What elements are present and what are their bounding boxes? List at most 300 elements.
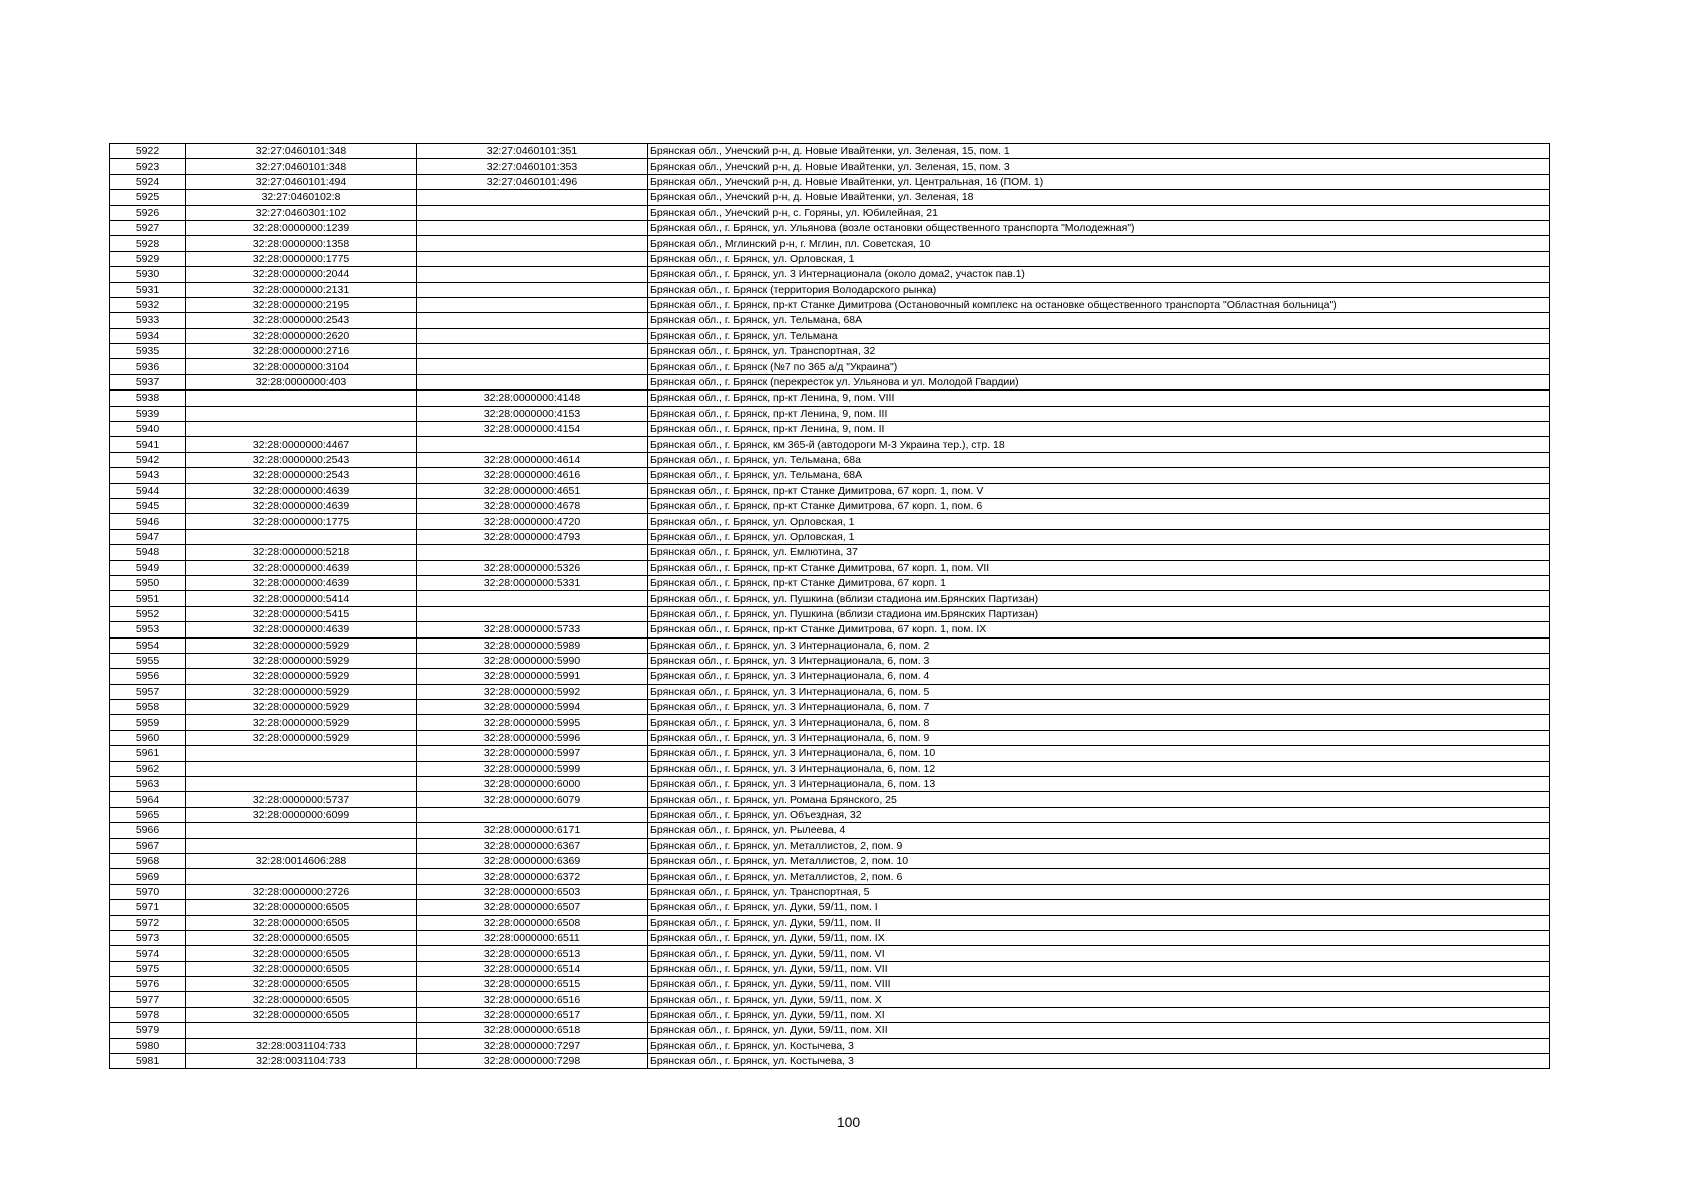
- parcel-cadastral-number-cell: 32:28:0000000:4467: [186, 437, 417, 452]
- row-number-cell: 5960: [110, 730, 186, 745]
- address-cell: Брянская обл., г. Брянск, ул. 3 Интернационала, 6, пом. 7: [648, 700, 1550, 715]
- row-number-cell: 5948: [110, 545, 186, 560]
- address-cell: Брянская обл., Унечский р-н, д. Новые Ивайтенки, ул. Зеленая, 15, пом. 3: [648, 159, 1550, 174]
- table-row: [110, 622, 1550, 638]
- row-number-cell: 5975: [110, 961, 186, 976]
- address-cell: Брянская обл., Унечский р-н, д. Новые Ивайтенки, ул. Зеленая, 18: [648, 190, 1550, 205]
- table-row: [110, 575, 1550, 590]
- row-number-cell: 5955: [110, 653, 186, 668]
- row-number-cell: 5978: [110, 1007, 186, 1022]
- table-row: [110, 1007, 1550, 1022]
- row-number-cell: 5934: [110, 328, 186, 343]
- row-number-cell: 5967: [110, 838, 186, 853]
- table-row: [110, 653, 1550, 668]
- address-cell: Брянская обл., г. Брянск, ул. Тельмана, 68А: [648, 468, 1550, 483]
- object-cadastral-number-cell: 32:28:0000000:6372: [417, 869, 648, 884]
- parcel-cadastral-number-cell: 32:28:0000000:2543: [186, 452, 417, 467]
- table-row: [110, 746, 1550, 761]
- table-row: [110, 823, 1550, 838]
- parcel-cadastral-number-cell: [186, 761, 417, 776]
- object-cadastral-number-cell: 32:28:0000000:6515: [417, 977, 648, 992]
- object-cadastral-number-cell: 32:27:0460101:351: [417, 144, 648, 159]
- object-cadastral-number-cell: [417, 374, 648, 390]
- address-cell: Брянская обл., г. Брянск, ул. Металлистов, 2, пом. 10: [648, 853, 1550, 868]
- parcel-cadastral-number-cell: 32:28:0000000:2726: [186, 884, 417, 899]
- address-cell: Брянская обл., г. Брянск (перекресток ул. Ульянова и ул. Молодой Гвардии): [648, 374, 1550, 390]
- object-cadastral-number-cell: 32:28:0000000:6511: [417, 930, 648, 945]
- object-cadastral-number-cell: 32:28:0000000:4154: [417, 422, 648, 437]
- address-cell: Брянская обл., г. Брянск, ул. Транспортная, 5: [648, 884, 1550, 899]
- object-cadastral-number-cell: 32:28:0000000:4148: [417, 390, 648, 406]
- row-number-cell: 5944: [110, 483, 186, 498]
- table-row: [110, 468, 1550, 483]
- object-cadastral-number-cell: 32:28:0000000:4153: [417, 406, 648, 421]
- parcel-cadastral-number-cell: 32:28:0000000:5929: [186, 730, 417, 745]
- parcel-cadastral-number-cell: 32:28:0014606:288: [186, 853, 417, 868]
- row-number-cell: 5940: [110, 422, 186, 437]
- table-row: [110, 144, 1550, 159]
- row-number-cell: 5931: [110, 282, 186, 297]
- address-cell: Брянская обл., г. Брянск, ул. Тельмана, 68А: [648, 313, 1550, 328]
- row-number-cell: 5930: [110, 267, 186, 282]
- row-number-cell: 5977: [110, 992, 186, 1007]
- row-number-cell: 5954: [110, 638, 186, 654]
- object-cadastral-number-cell: [417, 251, 648, 266]
- address-cell: Брянская обл., г. Брянск, ул. Романа Брянского, 25: [648, 792, 1550, 807]
- address-cell: Брянская обл., г. Брянск, пр-кт Ленина, 9, пом. III: [648, 406, 1550, 421]
- parcel-cadastral-number-cell: 32:28:0000000:5929: [186, 638, 417, 654]
- row-number-cell: 5925: [110, 190, 186, 205]
- table-row: [110, 606, 1550, 621]
- object-cadastral-number-cell: [417, 344, 648, 359]
- address-cell: Брянская обл., г. Брянск, ул. Пушкина (вблизи стадиона им.Брянских Партизан): [648, 591, 1550, 606]
- table-row: [110, 977, 1550, 992]
- address-cell: Брянская обл., г. Брянск, км 365-й (автодороги М-3 Украина тер.), стр. 18: [648, 437, 1550, 452]
- parcel-cadastral-number-cell: 32:28:0000000:5929: [186, 684, 417, 699]
- address-cell: Брянская обл., г. Брянск, ул. Объездная, 32: [648, 807, 1550, 822]
- table-row: [110, 514, 1550, 529]
- address-cell: Брянская обл., Унечский р-н, д. Новые Ивайтенки, ул. Центральная, 16 (ПОМ. 1): [648, 174, 1550, 189]
- parcel-cadastral-number-cell: [186, 777, 417, 792]
- object-cadastral-number-cell: [417, 236, 648, 251]
- row-number-cell: 5951: [110, 591, 186, 606]
- row-number-cell: 5956: [110, 669, 186, 684]
- table-row: [110, 452, 1550, 467]
- row-number-cell: 5952: [110, 606, 186, 621]
- object-cadastral-number-cell: 32:28:0000000:5995: [417, 715, 648, 730]
- row-number-cell: 5939: [110, 406, 186, 421]
- address-cell: Брянская обл., г. Брянск, пр-кт Станке Димитрова, 67 корп. 1: [648, 575, 1550, 590]
- parcel-cadastral-number-cell: 32:28:0031104:733: [186, 1054, 417, 1069]
- parcel-cadastral-number-cell: [186, 838, 417, 853]
- table-row: [110, 344, 1550, 359]
- table-row: [110, 930, 1550, 945]
- table-row: [110, 730, 1550, 745]
- table-row: [110, 498, 1550, 513]
- object-cadastral-number-cell: [417, 807, 648, 822]
- address-cell: Брянская обл., г. Брянск, ул. Орловская, 1: [648, 529, 1550, 544]
- address-cell: Брянская обл., г. Брянск, ул. Орловская, 1: [648, 251, 1550, 266]
- address-cell: Брянская обл., г. Брянск, ул. 3 Интернационала, 6, пом. 12: [648, 761, 1550, 776]
- row-number-cell: 5964: [110, 792, 186, 807]
- table-row: [110, 1023, 1550, 1038]
- address-cell: Брянская обл., г. Брянск, ул. 3 Интернационала (около дома2, участок пав.1): [648, 267, 1550, 282]
- parcel-cadastral-number-cell: 32:28:0000000:4639: [186, 560, 417, 575]
- address-cell: Брянская обл., г. Брянск, ул. 3 Интернационала, 6, пом. 5: [648, 684, 1550, 699]
- table-row: [110, 328, 1550, 343]
- object-cadastral-number-cell: 32:28:0000000:6508: [417, 915, 648, 930]
- address-cell: Брянская обл., г. Брянск, ул. Ульянова (возле остановки общественного транспорта "Молодежная"): [648, 220, 1550, 235]
- address-cell: Брянская обл., г. Брянск, ул. Транспортная, 32: [648, 344, 1550, 359]
- parcel-cadastral-number-cell: [186, 406, 417, 421]
- object-cadastral-number-cell: 32:28:0000000:6517: [417, 1007, 648, 1022]
- parcel-cadastral-number-cell: 32:28:0000000:4639: [186, 622, 417, 638]
- row-number-cell: 5963: [110, 777, 186, 792]
- parcel-cadastral-number-cell: 32:28:0000000:6505: [186, 961, 417, 976]
- table-row: [110, 777, 1550, 792]
- address-cell: Брянская обл., г. Брянск, ул. 3 Интернационала, 6, пом. 2: [648, 638, 1550, 654]
- object-cadastral-number-cell: 32:28:0000000:5992: [417, 684, 648, 699]
- address-cell: Брянская обл., г. Брянск, ул. Дуки, 59/11, пом. VIII: [648, 977, 1550, 992]
- row-number-cell: 5937: [110, 374, 186, 390]
- table-row: [110, 220, 1550, 235]
- address-cell: Брянская обл., г. Брянск, ул. Дуки, 59/11, пом. VI: [648, 946, 1550, 961]
- parcel-cadastral-number-cell: 32:28:0000000:3104: [186, 359, 417, 374]
- object-cadastral-number-cell: 32:28:0000000:6171: [417, 823, 648, 838]
- parcel-cadastral-number-cell: 32:28:0000000:2620: [186, 328, 417, 343]
- object-cadastral-number-cell: [417, 606, 648, 621]
- table-row: [110, 359, 1550, 374]
- parcel-cadastral-number-cell: 32:27:0460101:494: [186, 174, 417, 189]
- parcel-cadastral-number-cell: [186, 746, 417, 761]
- table-row: [110, 251, 1550, 266]
- parcel-cadastral-number-cell: [186, 823, 417, 838]
- address-cell: Брянская обл., г. Брянск, ул. Костычева, 3: [648, 1038, 1550, 1053]
- row-number-cell: 5973: [110, 930, 186, 945]
- object-cadastral-number-cell: [417, 359, 648, 374]
- parcel-cadastral-number-cell: 32:28:0000000:6505: [186, 992, 417, 1007]
- row-number-cell: 5974: [110, 946, 186, 961]
- row-number-cell: 5965: [110, 807, 186, 822]
- row-number-cell: 5938: [110, 390, 186, 406]
- row-number-cell: 5972: [110, 915, 186, 930]
- row-number-cell: 5981: [110, 1054, 186, 1069]
- parcel-cadastral-number-cell: 32:28:0000000:4639: [186, 498, 417, 513]
- object-cadastral-number-cell: 32:28:0000000:5991: [417, 669, 648, 684]
- address-cell: Брянская обл., Мглинский р-н, г. Мглин, пл. Советская, 10: [648, 236, 1550, 251]
- object-cadastral-number-cell: 32:28:0000000:6369: [417, 853, 648, 868]
- parcel-cadastral-number-cell: 32:28:0000000:2543: [186, 313, 417, 328]
- parcel-cadastral-number-cell: 32:28:0000000:403: [186, 374, 417, 390]
- address-cell: Брянская обл., г. Брянск, пр-кт Ленина, 9, пом. II: [648, 422, 1550, 437]
- object-cadastral-number-cell: [417, 267, 648, 282]
- address-cell: Брянская обл., г. Брянск, ул. Емлютина, 37: [648, 545, 1550, 560]
- object-cadastral-number-cell: 32:28:0000000:4720: [417, 514, 648, 529]
- address-cell: Брянская обл., г. Брянск, ул. 3 Интернационала, 6, пом. 13: [648, 777, 1550, 792]
- object-cadastral-number-cell: 32:27:0460101:353: [417, 159, 648, 174]
- parcel-cadastral-number-cell: 32:28:0000000:5737: [186, 792, 417, 807]
- object-cadastral-number-cell: 32:28:0000000:5989: [417, 638, 648, 654]
- table-row: [110, 807, 1550, 822]
- parcel-cadastral-number-cell: 32:28:0000000:6505: [186, 930, 417, 945]
- address-cell: Брянская обл., г. Брянск, ул. Дуки, 59/11, пом. II: [648, 915, 1550, 930]
- address-cell: Брянская обл., г. Брянск, ул. Дуки, 59/11, пом. IX: [648, 930, 1550, 945]
- object-cadastral-number-cell: [417, 437, 648, 452]
- parcel-cadastral-number-cell: 32:28:0000000:5929: [186, 700, 417, 715]
- row-number-cell: 5953: [110, 622, 186, 638]
- row-number-cell: 5945: [110, 498, 186, 513]
- table-row: [110, 437, 1550, 452]
- table-row: [110, 961, 1550, 976]
- object-cadastral-number-cell: 32:28:0000000:5999: [417, 761, 648, 776]
- row-number-cell: 5958: [110, 700, 186, 715]
- parcel-cadastral-number-cell: 32:28:0000000:2044: [186, 267, 417, 282]
- row-number-cell: 5943: [110, 468, 186, 483]
- table-row: [110, 591, 1550, 606]
- row-number-cell: 5969: [110, 869, 186, 884]
- address-cell: Брянская обл., г. Брянск, ул. Тельмана: [648, 328, 1550, 343]
- table-row: [110, 374, 1550, 390]
- row-number-cell: 5962: [110, 761, 186, 776]
- object-cadastral-number-cell: 32:28:0000000:6079: [417, 792, 648, 807]
- row-number-cell: 5966: [110, 823, 186, 838]
- address-cell: Брянская обл., Унечский р-н, с. Горяны, ул. Юбилейная, 21: [648, 205, 1550, 220]
- table-row: [110, 715, 1550, 730]
- table-row: [110, 267, 1550, 282]
- row-number-cell: 5935: [110, 344, 186, 359]
- row-number-cell: 5942: [110, 452, 186, 467]
- parcel-cadastral-number-cell: 32:27:0460101:348: [186, 144, 417, 159]
- row-number-cell: 5946: [110, 514, 186, 529]
- registry-table-body: [110, 144, 1550, 1069]
- address-cell: Брянская обл., г. Брянск, ул. Дуки, 59/11, пом. X: [648, 992, 1550, 1007]
- parcel-cadastral-number-cell: 32:28:0000000:6099: [186, 807, 417, 822]
- object-cadastral-number-cell: 32:28:0000000:4616: [417, 468, 648, 483]
- table-row: [110, 406, 1550, 421]
- parcel-cadastral-number-cell: 32:28:0000000:2131: [186, 282, 417, 297]
- table-row: [110, 545, 1550, 560]
- row-number-cell: 5923: [110, 159, 186, 174]
- address-cell: Брянская обл., г. Брянск (№7 по 365 а/д "Украина"): [648, 359, 1550, 374]
- parcel-cadastral-number-cell: 32:28:0000000:6505: [186, 900, 417, 915]
- table-row: [110, 853, 1550, 868]
- parcel-cadastral-number-cell: [186, 422, 417, 437]
- row-number-cell: 5922: [110, 144, 186, 159]
- table-row: [110, 529, 1550, 544]
- table-row: [110, 297, 1550, 312]
- table-row: [110, 483, 1550, 498]
- object-cadastral-number-cell: 32:28:0000000:6518: [417, 1023, 648, 1038]
- object-cadastral-number-cell: 32:28:0000000:4678: [417, 498, 648, 513]
- row-number-cell: 5927: [110, 220, 186, 235]
- address-cell: Брянская обл., г. Брянск, ул. 3 Интернационала, 6, пом. 8: [648, 715, 1550, 730]
- row-number-cell: 5971: [110, 900, 186, 915]
- address-cell: Брянская обл., г. Брянск, ул. Металлистов, 2, пом. 6: [648, 869, 1550, 884]
- object-cadastral-number-cell: 32:27:0460101:496: [417, 174, 648, 189]
- table-row: [110, 838, 1550, 853]
- parcel-cadastral-number-cell: 32:28:0000000:5929: [186, 653, 417, 668]
- parcel-cadastral-number-cell: 32:28:0000000:4639: [186, 483, 417, 498]
- parcel-cadastral-number-cell: 32:28:0000000:6505: [186, 977, 417, 992]
- parcel-cadastral-number-cell: 32:28:0000000:1775: [186, 514, 417, 529]
- parcel-cadastral-number-cell: 32:28:0000000:5414: [186, 591, 417, 606]
- table-row: [110, 236, 1550, 251]
- address-cell: Брянская обл., г. Брянск, ул. Дуки, 59/11, пом. I: [648, 900, 1550, 915]
- row-number-cell: 5950: [110, 575, 186, 590]
- table-row: [110, 792, 1550, 807]
- object-cadastral-number-cell: [417, 328, 648, 343]
- parcel-cadastral-number-cell: 32:28:0000000:6505: [186, 946, 417, 961]
- parcel-cadastral-number-cell: 32:28:0000000:6505: [186, 1007, 417, 1022]
- object-cadastral-number-cell: [417, 220, 648, 235]
- row-number-cell: 5924: [110, 174, 186, 189]
- row-number-cell: 5928: [110, 236, 186, 251]
- table-row: [110, 313, 1550, 328]
- row-number-cell: 5970: [110, 884, 186, 899]
- table-row: [110, 869, 1550, 884]
- parcel-cadastral-number-cell: 32:28:0000000:5218: [186, 545, 417, 560]
- parcel-cadastral-number-cell: 32:28:0000000:1239: [186, 220, 417, 235]
- object-cadastral-number-cell: 32:28:0000000:6513: [417, 946, 648, 961]
- object-cadastral-number-cell: [417, 297, 648, 312]
- row-number-cell: 5968: [110, 853, 186, 868]
- row-number-cell: 5980: [110, 1038, 186, 1053]
- parcel-cadastral-number-cell: 32:27:0460101:348: [186, 159, 417, 174]
- parcel-cadastral-number-cell: 32:28:0000000:6505: [186, 915, 417, 930]
- table-row: [110, 1038, 1550, 1053]
- object-cadastral-number-cell: 32:28:0000000:6514: [417, 961, 648, 976]
- object-cadastral-number-cell: 32:28:0000000:5996: [417, 730, 648, 745]
- object-cadastral-number-cell: 32:28:0000000:6000: [417, 777, 648, 792]
- parcel-cadastral-number-cell: [186, 869, 417, 884]
- row-number-cell: 5932: [110, 297, 186, 312]
- address-cell: Брянская обл., г. Брянск, пр-кт Станке Димитрова (Остановочный комплекс на остановке общественного транспорта "Областная больница"): [648, 297, 1550, 312]
- object-cadastral-number-cell: 32:28:0000000:4651: [417, 483, 648, 498]
- address-cell: Брянская обл., г. Брянск (территория Володарского рынка): [648, 282, 1550, 297]
- row-number-cell: 5979: [110, 1023, 186, 1038]
- row-number-cell: 5947: [110, 529, 186, 544]
- address-cell: Брянская обл., г. Брянск, пр-кт Станке Димитрова, 67 корп. 1, пом. VII: [648, 560, 1550, 575]
- parcel-cadastral-number-cell: 32:28:0000000:5929: [186, 669, 417, 684]
- table-row: [110, 884, 1550, 899]
- object-cadastral-number-cell: [417, 205, 648, 220]
- object-cadastral-number-cell: 32:28:0000000:7298: [417, 1054, 648, 1069]
- object-cadastral-number-cell: 32:28:0000000:4793: [417, 529, 648, 544]
- object-cadastral-number-cell: [417, 545, 648, 560]
- address-cell: Брянская обл., г. Брянск, пр-кт Станке Димитрова, 67 корп. 1, пом. IX: [648, 622, 1550, 638]
- table-row: [110, 900, 1550, 915]
- table-row: [110, 946, 1550, 961]
- row-number-cell: 5936: [110, 359, 186, 374]
- object-cadastral-number-cell: 32:28:0000000:4614: [417, 452, 648, 467]
- parcel-cadastral-number-cell: [186, 1023, 417, 1038]
- object-cadastral-number-cell: 32:28:0000000:5733: [417, 622, 648, 638]
- table-row: [110, 174, 1550, 189]
- parcel-cadastral-number-cell: [186, 529, 417, 544]
- parcel-cadastral-number-cell: 32:28:0000000:5929: [186, 715, 417, 730]
- parcel-cadastral-number-cell: 32:27:0460301:102: [186, 205, 417, 220]
- row-number-cell: 5961: [110, 746, 186, 761]
- row-number-cell: 5976: [110, 977, 186, 992]
- object-cadastral-number-cell: 32:28:0000000:6367: [417, 838, 648, 853]
- object-cadastral-number-cell: 32:28:0000000:5997: [417, 746, 648, 761]
- table-row: [110, 1054, 1550, 1069]
- table-row: [110, 282, 1550, 297]
- object-cadastral-number-cell: 32:28:0000000:5994: [417, 700, 648, 715]
- parcel-cadastral-number-cell: 32:28:0031104:733: [186, 1038, 417, 1053]
- parcel-cadastral-number-cell: 32:28:0000000:2716: [186, 344, 417, 359]
- table-row: [110, 669, 1550, 684]
- row-number-cell: 5949: [110, 560, 186, 575]
- table-row: [110, 638, 1550, 654]
- row-number-cell: 5929: [110, 251, 186, 266]
- table-row: [110, 915, 1550, 930]
- object-cadastral-number-cell: 32:28:0000000:6516: [417, 992, 648, 1007]
- registry-table: [109, 143, 1550, 1069]
- parcel-cadastral-number-cell: 32:28:0000000:5415: [186, 606, 417, 621]
- parcel-cadastral-number-cell: 32:28:0000000:1775: [186, 251, 417, 266]
- object-cadastral-number-cell: 32:28:0000000:6507: [417, 900, 648, 915]
- address-cell: Брянская обл., г. Брянск, ул. 3 Интернационала, 6, пом. 4: [648, 669, 1550, 684]
- object-cadastral-number-cell: 32:28:0000000:7297: [417, 1038, 648, 1053]
- address-cell: Брянская обл., г. Брянск, ул. Орловская, 1: [648, 514, 1550, 529]
- object-cadastral-number-cell: 32:28:0000000:5331: [417, 575, 648, 590]
- object-cadastral-number-cell: [417, 313, 648, 328]
- table-row: [110, 205, 1550, 220]
- table-row: [110, 761, 1550, 776]
- object-cadastral-number-cell: 32:28:0000000:5990: [417, 653, 648, 668]
- address-cell: Брянская обл., Унечский р-н, д. Новые Ивайтенки, ул. Зеленая, 15, пом. 1: [648, 144, 1550, 159]
- table-row: [110, 992, 1550, 1007]
- parcel-cadastral-number-cell: 32:28:0000000:4639: [186, 575, 417, 590]
- address-cell: Брянская обл., г. Брянск, ул. Костычева, 3: [648, 1054, 1550, 1069]
- address-cell: Брянская обл., г. Брянск, ул. Дуки, 59/11, пом. XII: [648, 1023, 1550, 1038]
- object-cadastral-number-cell: [417, 282, 648, 297]
- page-number: 100: [836, 1114, 861, 1130]
- table-row: [110, 390, 1550, 406]
- table-row: [110, 700, 1550, 715]
- row-number-cell: 5933: [110, 313, 186, 328]
- row-number-cell: 5959: [110, 715, 186, 730]
- parcel-cadastral-number-cell: 32:27:0460102:8: [186, 190, 417, 205]
- address-cell: Брянская обл., г. Брянск, ул. Пушкина (вблизи стадиона им.Брянских Партизан): [648, 606, 1550, 621]
- object-cadastral-number-cell: 32:28:0000000:6503: [417, 884, 648, 899]
- address-cell: Брянская обл., г. Брянск, пр-кт Станке Димитрова, 67 корп. 1, пом. 6: [648, 498, 1550, 513]
- parcel-cadastral-number-cell: 32:28:0000000:2543: [186, 468, 417, 483]
- address-cell: Брянская обл., г. Брянск, ул. 3 Интернационала, 6, пом. 10: [648, 746, 1550, 761]
- object-cadastral-number-cell: [417, 591, 648, 606]
- row-number-cell: 5926: [110, 205, 186, 220]
- object-cadastral-number-cell: 32:28:0000000:5326: [417, 560, 648, 575]
- parcel-cadastral-number-cell: 32:28:0000000:1358: [186, 236, 417, 251]
- address-cell: Брянская обл., г. Брянск, ул. Рылеева, 4: [648, 823, 1550, 838]
- row-number-cell: 5941: [110, 437, 186, 452]
- address-cell: Брянская обл., г. Брянск, ул. 3 Интернационала, 6, пом. 3: [648, 653, 1550, 668]
- table-row: [110, 159, 1550, 174]
- address-cell: Брянская обл., г. Брянск, пр-кт Ленина, 9, пом. VIII: [648, 390, 1550, 406]
- row-number-cell: 5957: [110, 684, 186, 699]
- address-cell: Брянская обл., г. Брянск, ул. Дуки, 59/11, пом. XI: [648, 1007, 1550, 1022]
- address-cell: Брянская обл., г. Брянск, ул. Тельмана, 68а: [648, 452, 1550, 467]
- table-row: [110, 422, 1550, 437]
- parcel-cadastral-number-cell: [186, 390, 417, 406]
- address-cell: Брянская обл., г. Брянск, ул. 3 Интернационала, 6, пом. 9: [648, 730, 1550, 745]
- address-cell: Брянская обл., г. Брянск, пр-кт Станке Димитрова, 67 корп. 1, пом. V: [648, 483, 1550, 498]
- address-cell: Брянская обл., г. Брянск, ул. Дуки, 59/11, пом. VII: [648, 961, 1550, 976]
- parcel-cadastral-number-cell: 32:28:0000000:2195: [186, 297, 417, 312]
- table-row: [110, 560, 1550, 575]
- table-row: [110, 190, 1550, 205]
